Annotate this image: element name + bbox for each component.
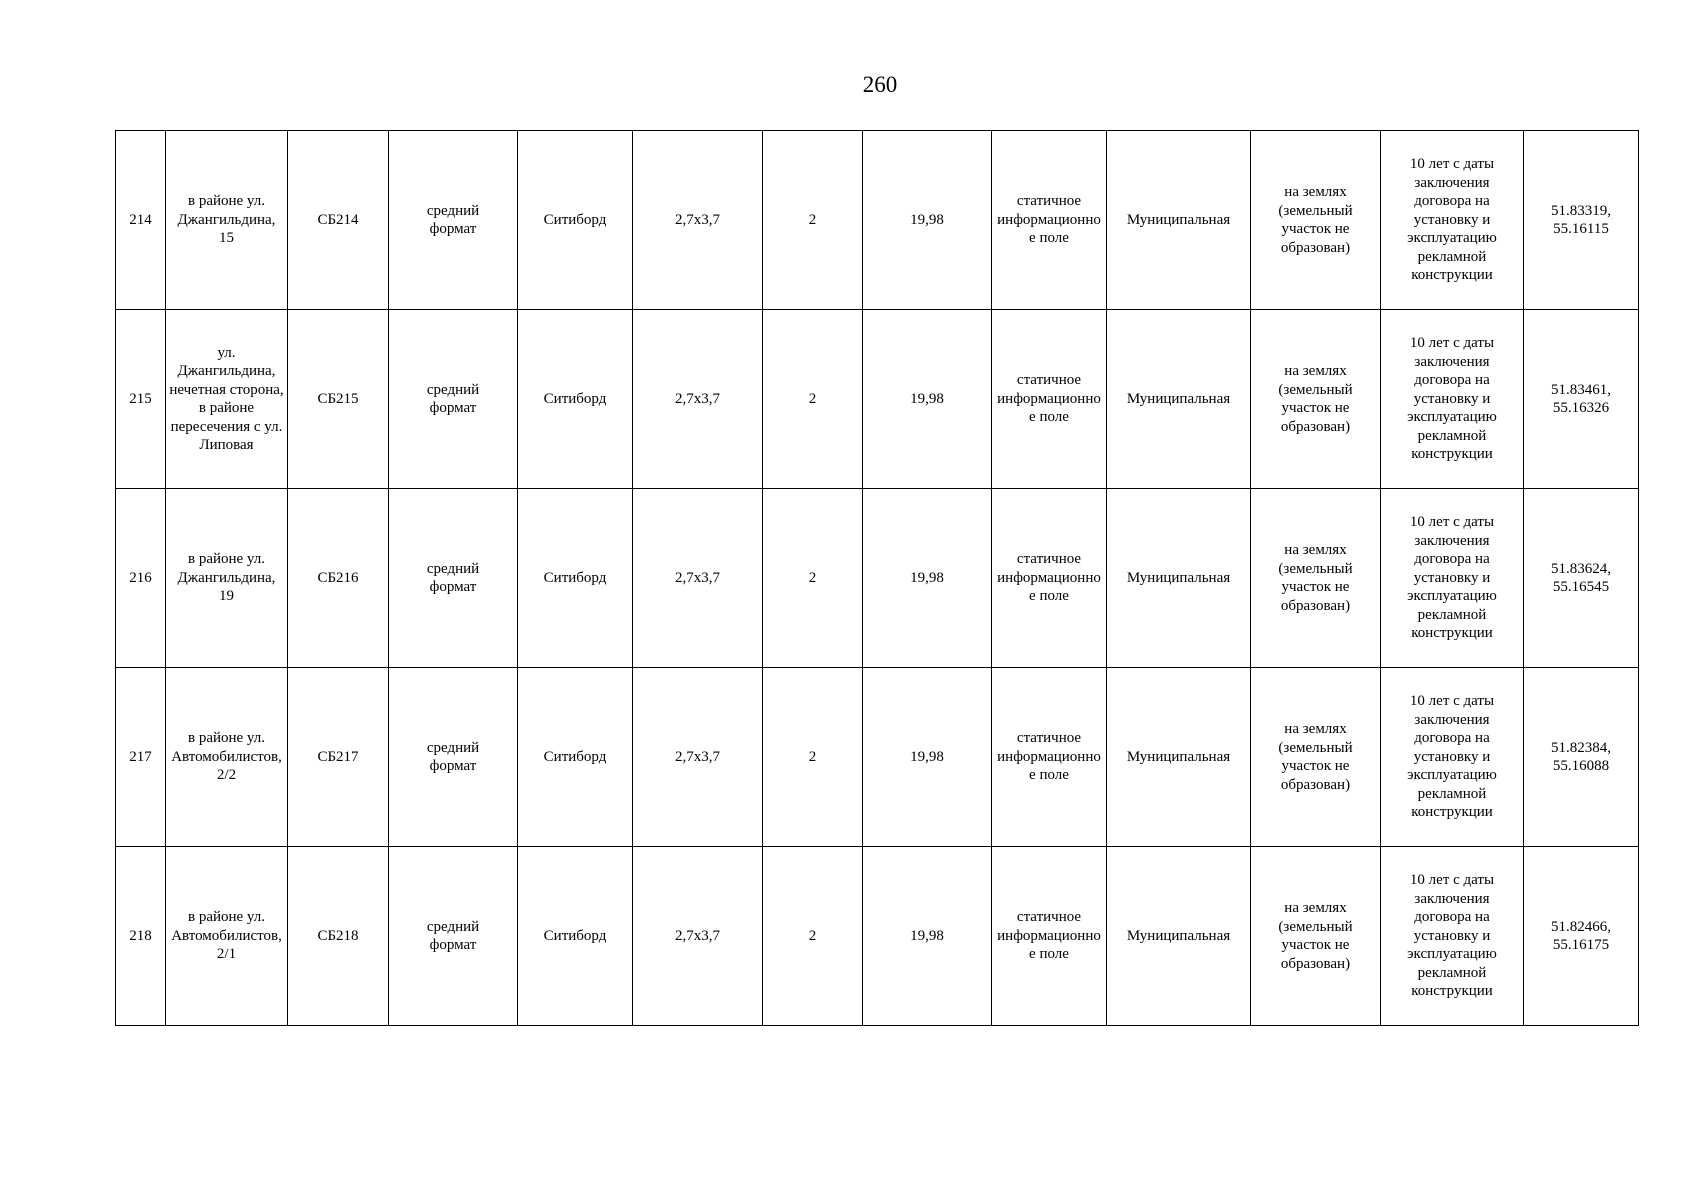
address-text: в районе ул. Джангильдина, 15 [177,193,276,247]
term-cell [1381,489,1524,668]
coordinates-text: 51.83461, 55.16326 [1551,381,1611,416]
ownership-cell: Муниципальная [1107,489,1251,668]
table-row [116,489,1639,668]
format-cell [389,310,518,489]
field-type-text: статичное информационное поле [997,551,1101,605]
coordinates-cell [1524,668,1639,847]
code-cell: СБ215 [288,310,389,489]
ownership-cell: Муниципальная [1107,847,1251,1026]
coordinates-text: 51.82384, 55.16088 [1551,739,1611,774]
area-cell: 19,98 [863,310,992,489]
row-number-cell: 217 [116,668,166,847]
row-number-cell: 214 [116,131,166,310]
area-cell: 19,98 [863,668,992,847]
area-cell: 19,98 [863,489,992,668]
field-type-cell [992,668,1107,847]
size-cell: 2,7x3,7 [633,131,763,310]
field-type-cell [992,847,1107,1026]
sides-cell: 2 [763,668,863,847]
term-text: 10 лет с даты заключения договора на установку и эксплуатацию рекламной конструкции [1407,335,1497,463]
land-cell [1251,847,1381,1026]
land-text: на землях (земельный участок не образован) [1278,363,1353,435]
term-text: 10 лет с даты заключения договора на установку и эксплуатацию рекламной конструкции [1407,156,1497,284]
term-text: 10 лет с даты заключения договора на установку и эксплуатацию рекламной конструкции [1407,693,1497,821]
address-text: в районе ул. Автомобилистов, 2/1 [171,909,282,963]
address-text: в районе ул. Джангильдина, 19 [177,551,276,605]
size-cell: 2,7x3,7 [633,847,763,1026]
sides-cell: 2 [763,489,863,668]
field-type-cell [992,131,1107,310]
format-text: средний формат [426,918,480,953]
format-cell [389,847,518,1026]
table-row [116,668,1639,847]
field-type-cell [992,489,1107,668]
size-cell: 2,7x3,7 [633,489,763,668]
type-cell: Ситиборд [518,310,633,489]
field-type-text: статичное информационное поле [997,909,1101,963]
field-type-text: статичное информационное поле [997,372,1101,426]
format-cell [389,489,518,668]
table-row [116,310,1639,489]
format-text: средний формат [426,202,480,237]
coordinates-text: 51.82466, 55.16175 [1551,918,1611,953]
sides-cell: 2 [763,131,863,310]
size-cell: 2,7x3,7 [633,310,763,489]
area-cell: 19,98 [863,847,992,1026]
ownership-cell: Муниципальная [1107,668,1251,847]
code-cell: СБ214 [288,131,389,310]
term-cell [1381,668,1524,847]
coordinates-cell [1524,847,1639,1026]
field-type-text: статичное информационное поле [997,730,1101,784]
coordinates-cell [1524,310,1639,489]
type-cell: Ситиборд [518,668,633,847]
size-cell: 2,7x3,7 [633,668,763,847]
land-text: на землях (земельный участок не образован) [1278,542,1353,614]
address-cell [166,489,288,668]
table-row [116,131,1639,310]
type-cell: Ситиборд [518,489,633,668]
land-text: на землях (земельный участок не образован) [1278,721,1353,793]
field-type-cell [992,310,1107,489]
code-cell: СБ216 [288,489,389,668]
land-cell [1251,489,1381,668]
type-cell: Ситиборд [518,131,633,310]
sides-cell: 2 [763,310,863,489]
address-cell [166,131,288,310]
land-cell [1251,310,1381,489]
land-text: на землях (земельный участок не образован) [1278,184,1353,256]
format-text: средний формат [426,381,480,416]
land-text: на землях (земельный участок не образован) [1278,900,1353,972]
term-text: 10 лет с даты заключения договора на установку и эксплуатацию рекламной конструкции [1407,872,1497,1000]
format-text: средний формат [426,560,480,595]
row-number-cell: 216 [116,489,166,668]
ownership-cell: Муниципальная [1107,131,1251,310]
table-row [116,847,1639,1026]
code-cell: СБ217 [288,668,389,847]
coordinates-text: 51.83319, 55.16115 [1551,202,1611,237]
term-text: 10 лет с даты заключения договора на установку и эксплуатацию рекламной конструкции [1407,514,1497,642]
code-cell: СБ218 [288,847,389,1026]
coordinates-text: 51.83624, 55.16545 [1551,560,1611,595]
ownership-cell: Муниципальная [1107,310,1251,489]
address-cell [166,310,288,489]
address-text: в районе ул. Автомобилистов, 2/2 [171,730,282,784]
term-cell [1381,131,1524,310]
area-cell: 19,98 [863,131,992,310]
term-cell [1381,310,1524,489]
coordinates-cell [1524,131,1639,310]
format-cell [389,131,518,310]
sides-cell: 2 [763,847,863,1026]
format-cell [389,668,518,847]
land-cell [1251,131,1381,310]
field-type-text: статичное информационное поле [997,193,1101,247]
advertising-structures-table [115,130,1639,1026]
address-text: ул. Джангильдина, нечетная сторона, в районе пересечения с ул. Липовая [169,344,284,453]
address-cell [166,847,288,1026]
row-number-cell: 218 [116,847,166,1026]
coordinates-cell [1524,489,1639,668]
land-cell [1251,668,1381,847]
format-text: средний формат [426,739,480,774]
term-cell [1381,847,1524,1026]
type-cell: Ситиборд [518,847,633,1026]
address-cell [166,668,288,847]
row-number-cell: 215 [116,310,166,489]
page-number: 260 [862,72,898,97]
